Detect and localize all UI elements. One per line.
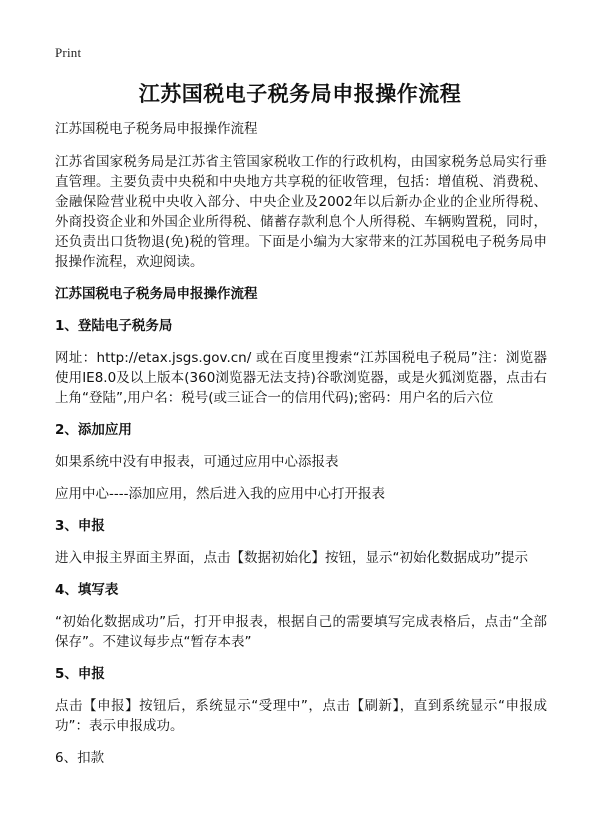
step-3-paragraph: 进入申报主界面主界面，点击【数据初始化】按钮，显示“初始化数据成功”提示: [55, 550, 528, 566]
section-title: 江苏国税电子税务局申报操作流程: [55, 286, 258, 302]
document-subtitle: 江苏国税电子税务局申报操作流程: [55, 121, 258, 137]
page-title: 江苏国税电子税务局申报操作流程: [138, 82, 462, 106]
intro-paragraph: 江苏省国家税务局是江苏省主管国家税收工作的行政机构，由国家税务总局实行垂直管理。主要负责中央税和中央地方共享税的征收管理，包括：增值税、消费税、金融保险营业税中央收入部分、中央企业及2002年以后新办企业的企业所得税、外商投资企业和外国企业所得税、储蓄存款利息个人所得税、车辆购置税，同时，还负责出口货物退(免)税的管理。下面是小编为大家带来的江苏国税电子税务局申报操作流程，欢迎阅读。: [55, 154, 547, 270]
step-2-heading: 2、添加应用: [55, 422, 132, 438]
step-5-heading: 5、申报: [55, 666, 105, 682]
step-4-paragraph: “初始化数据成功”后，打开申报表，根据自己的需要填写完成表格后，点击“全部保存”。不建议每步点“暂存本表”: [55, 614, 547, 650]
step-1-paragraph: 网址：http://etax.jsgs.gov.cn/ 或在百度里搜索“江苏国税电子税局”注：浏览器使用IE8.0及以上版本(360浏览器无法支持)谷歌浏览器，或是火狐浏览器，点击右上角“登陆”,用户名：税号(或三证合一的信用代码);密码：用户名的后六位: [55, 350, 547, 406]
step-5-paragraph: 点击【申报】按钮后，系统显示“受理中”，点击【刷新】，直到系统显示“申报成功”：表示申报成功。: [55, 698, 547, 734]
step-2-paragraph-1: 如果系统中没有申报表，可通过应用中心添报表: [55, 454, 339, 470]
document-body: [55, 119, 547, 780]
step-4-heading: 4、填写表: [55, 582, 119, 598]
step-1-heading: 1、登陆电子税务局: [55, 318, 173, 334]
step-6-heading: 6、扣款: [55, 750, 105, 766]
step-3-heading: 3、申报: [55, 518, 105, 534]
print-label: Print: [55, 45, 82, 60]
step-2-paragraph-2: 应用中心----添加应用，然后进入我的应用中心打开报表: [55, 486, 385, 502]
